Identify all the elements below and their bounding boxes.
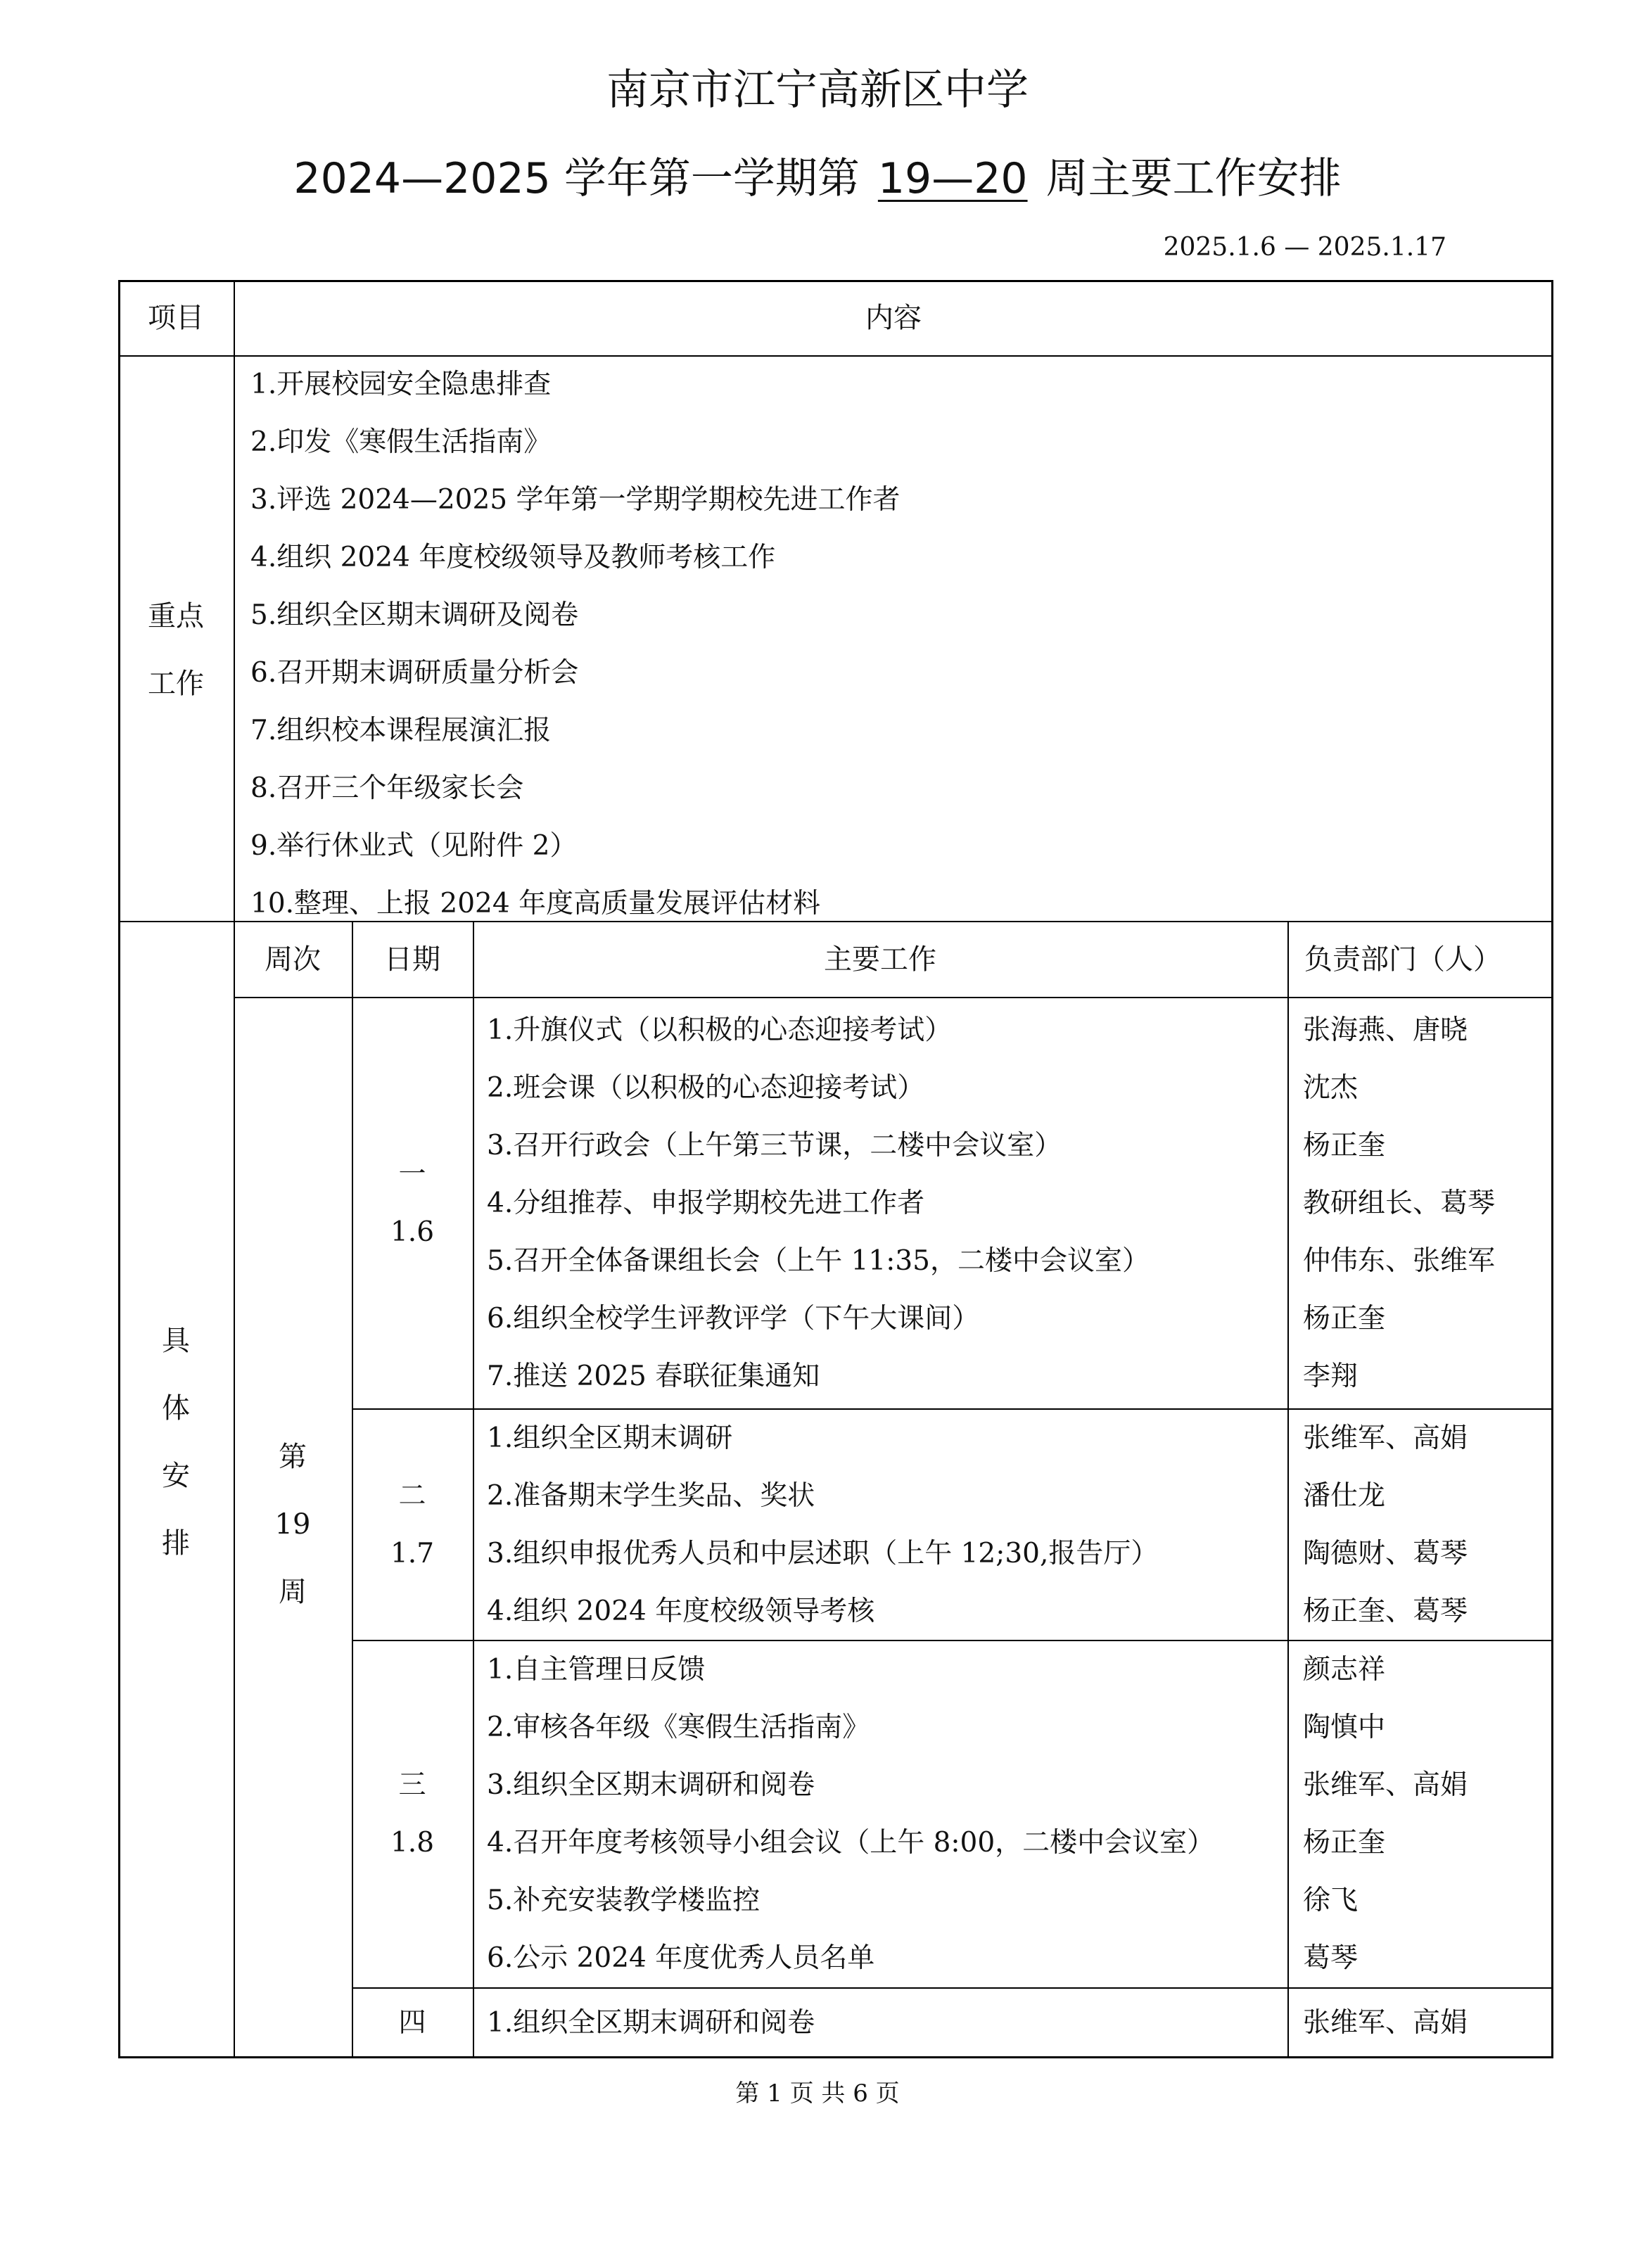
day-date: 1.8 bbox=[390, 1827, 435, 1859]
task-dept: 杨正奎 bbox=[1303, 1827, 1386, 1859]
key-work-item: 4.组织 2024 年度校级领导及教师考核工作 bbox=[250, 542, 776, 573]
title-weeks: 19—20 bbox=[877, 154, 1028, 203]
task-work: 4.召开年度考核领导小组会议（上午 8:00，二楼中会议室） bbox=[487, 1827, 1215, 1859]
task-work: 5.补充安装教学楼监控 bbox=[487, 1885, 761, 1916]
task-work: 6.组织全校学生评教评学（下午大课间） bbox=[487, 1303, 980, 1334]
task-work: 4.组织 2024 年度校级领导考核 bbox=[487, 1595, 875, 1627]
key-work-label-line: 重点 bbox=[148, 600, 204, 632]
header-date: 日期 bbox=[384, 943, 440, 976]
task-dept: 教研组长、葛琴 bbox=[1303, 1187, 1496, 1219]
key-work-label-line: 工作 bbox=[148, 668, 204, 700]
date-range: 2025.1.6 — 2025.1.17 bbox=[1163, 233, 1446, 262]
task-work: 1.自主管理日反馈 bbox=[487, 1654, 706, 1686]
grid-line bbox=[352, 1987, 1553, 1989]
day-label bbox=[352, 1467, 473, 1583]
task-dept: 张维军、高娟 bbox=[1303, 1422, 1468, 1454]
task-dept: 杨正奎 bbox=[1303, 1303, 1386, 1334]
task-work: 6.公示 2024 年度优秀人员名单 bbox=[487, 1942, 875, 1974]
week-label bbox=[234, 1423, 352, 1626]
schedule-table bbox=[118, 280, 1553, 2058]
school-title: 南京市江宁高新区中学 bbox=[606, 65, 1029, 115]
task-dept: 徐飞 bbox=[1303, 1885, 1359, 1916]
grid-line bbox=[1287, 922, 1289, 2058]
key-work-item: 9.举行休业式（见附件 2） bbox=[250, 830, 578, 862]
page-footer: 第 1 页 共 6 页 bbox=[735, 2079, 900, 2108]
task-dept: 杨正奎 bbox=[1303, 1130, 1386, 1161]
table-border-top bbox=[118, 280, 1553, 282]
task-work: 2.准备期末学生奖品、奖状 bbox=[487, 1479, 815, 1512]
table-border-right bbox=[1551, 280, 1553, 2058]
grid-line bbox=[234, 997, 1553, 998]
grid-line bbox=[118, 921, 1553, 922]
table-border-left bbox=[118, 280, 120, 2058]
day-weekday: 二 bbox=[398, 1479, 426, 1512]
task-dept: 颜志祥 bbox=[1303, 1654, 1386, 1686]
task-dept: 张维军、高娟 bbox=[1303, 1769, 1468, 1801]
day-label bbox=[352, 1146, 473, 1261]
key-work-item: 8.召开三个年级家长会 bbox=[250, 772, 524, 804]
task-work: 3.组织申报优秀人员和中层述职（上午 12;30,报告厅） bbox=[487, 1537, 1159, 1569]
key-work-item: 6.召开期末调研质量分析会 bbox=[250, 657, 579, 689]
schedule-label-line: 具 bbox=[162, 1325, 190, 1357]
day-weekday: 一 bbox=[398, 1159, 426, 1190]
task-dept: 杨正奎、葛琴 bbox=[1303, 1595, 1468, 1627]
task-work: 1.组织全区期末调研 bbox=[487, 1422, 733, 1454]
key-work-label bbox=[118, 582, 234, 718]
header-content: 内容 bbox=[865, 302, 922, 334]
key-work-item: 3.评选 2024—2025 学年第一学期学期校先进工作者 bbox=[250, 484, 901, 516]
title-suffix: 周主要工作安排 bbox=[1045, 154, 1342, 203]
day-date: 1.6 bbox=[390, 1216, 435, 1248]
week-label-line: 第 bbox=[279, 1441, 307, 1473]
key-work-item: 1.开展校园安全隐患排查 bbox=[250, 369, 552, 400]
schedule-label bbox=[118, 1307, 234, 1577]
task-work: 5.召开全体备课组长会（上午 11:35，二楼中会议室） bbox=[487, 1245, 1150, 1277]
key-work-item: 7.组织校本课程展演汇报 bbox=[250, 715, 552, 746]
task-dept: 葛琴 bbox=[1303, 1942, 1359, 1974]
task-work: 2.班会课（以积极的心态迎接考试） bbox=[487, 1072, 925, 1104]
key-work-item: 2.印发《寒假生活指南》 bbox=[250, 426, 552, 458]
task-work: 1.组织全区期末调研和阅卷 bbox=[487, 2007, 815, 2039]
key-work-list bbox=[250, 356, 1545, 933]
task-dept: 李翔 bbox=[1303, 1361, 1359, 1392]
task-dept: 张维军、高娟 bbox=[1303, 2007, 1468, 2039]
task-dept: 沈杰 bbox=[1303, 1072, 1359, 1104]
task-work: 7.推送 2025 春联征集通知 bbox=[487, 1361, 820, 1392]
task-dept: 陶德财、葛琴 bbox=[1303, 1537, 1468, 1569]
header-main-work: 主要工作 bbox=[824, 943, 936, 976]
header-item: 项目 bbox=[148, 302, 204, 334]
day-weekday: 三 bbox=[398, 1769, 426, 1801]
task-work: 3.组织全区期末调研和阅卷 bbox=[487, 1769, 815, 1801]
title-prefix: 2024—2025 学年第一学期第 bbox=[293, 154, 860, 203]
task-work: 3.召开行政会（上午第三节课，二楼中会议室） bbox=[487, 1130, 1062, 1161]
day-weekday: 四 bbox=[398, 2007, 426, 2039]
week-label-line: 19 bbox=[274, 1508, 311, 1541]
key-work-item: 5.组织全区期末调研及阅卷 bbox=[250, 599, 579, 631]
day-label bbox=[352, 1757, 473, 1872]
grid-line bbox=[234, 280, 235, 2058]
table-border-bottom bbox=[118, 2056, 1553, 2058]
grid-line bbox=[118, 355, 1553, 357]
task-work: 4.分组推荐、申报学期校先进工作者 bbox=[487, 1187, 925, 1219]
schedule-title bbox=[0, 145, 1635, 212]
key-work-item: 10.整理、上报 2024 年度高质量发展评估材料 bbox=[250, 888, 821, 919]
day-label bbox=[352, 1994, 473, 2052]
header-dept: 负责部门（人） bbox=[1304, 943, 1501, 976]
schedule-label-line: 体 bbox=[162, 1392, 190, 1425]
task-dept: 张海燕、唐晓 bbox=[1303, 1014, 1468, 1046]
schedule-label-line: 排 bbox=[162, 1527, 190, 1560]
task-work: 2.审核各年级《寒假生活指南》 bbox=[487, 1712, 870, 1743]
day-date: 1.7 bbox=[390, 1537, 435, 1569]
task-dept: 仲伟东、张维军 bbox=[1303, 1245, 1496, 1277]
grid-line bbox=[473, 922, 474, 2058]
task-dept: 陶慎中 bbox=[1303, 1712, 1386, 1743]
schedule-label-line: 安 bbox=[162, 1460, 190, 1492]
task-work: 1.升旗仪式（以积极的心态迎接考试） bbox=[487, 1014, 953, 1046]
header-week: 周次 bbox=[265, 943, 321, 976]
week-label-line: 周 bbox=[279, 1576, 307, 1608]
task-dept: 潘仕龙 bbox=[1303, 1479, 1386, 1512]
